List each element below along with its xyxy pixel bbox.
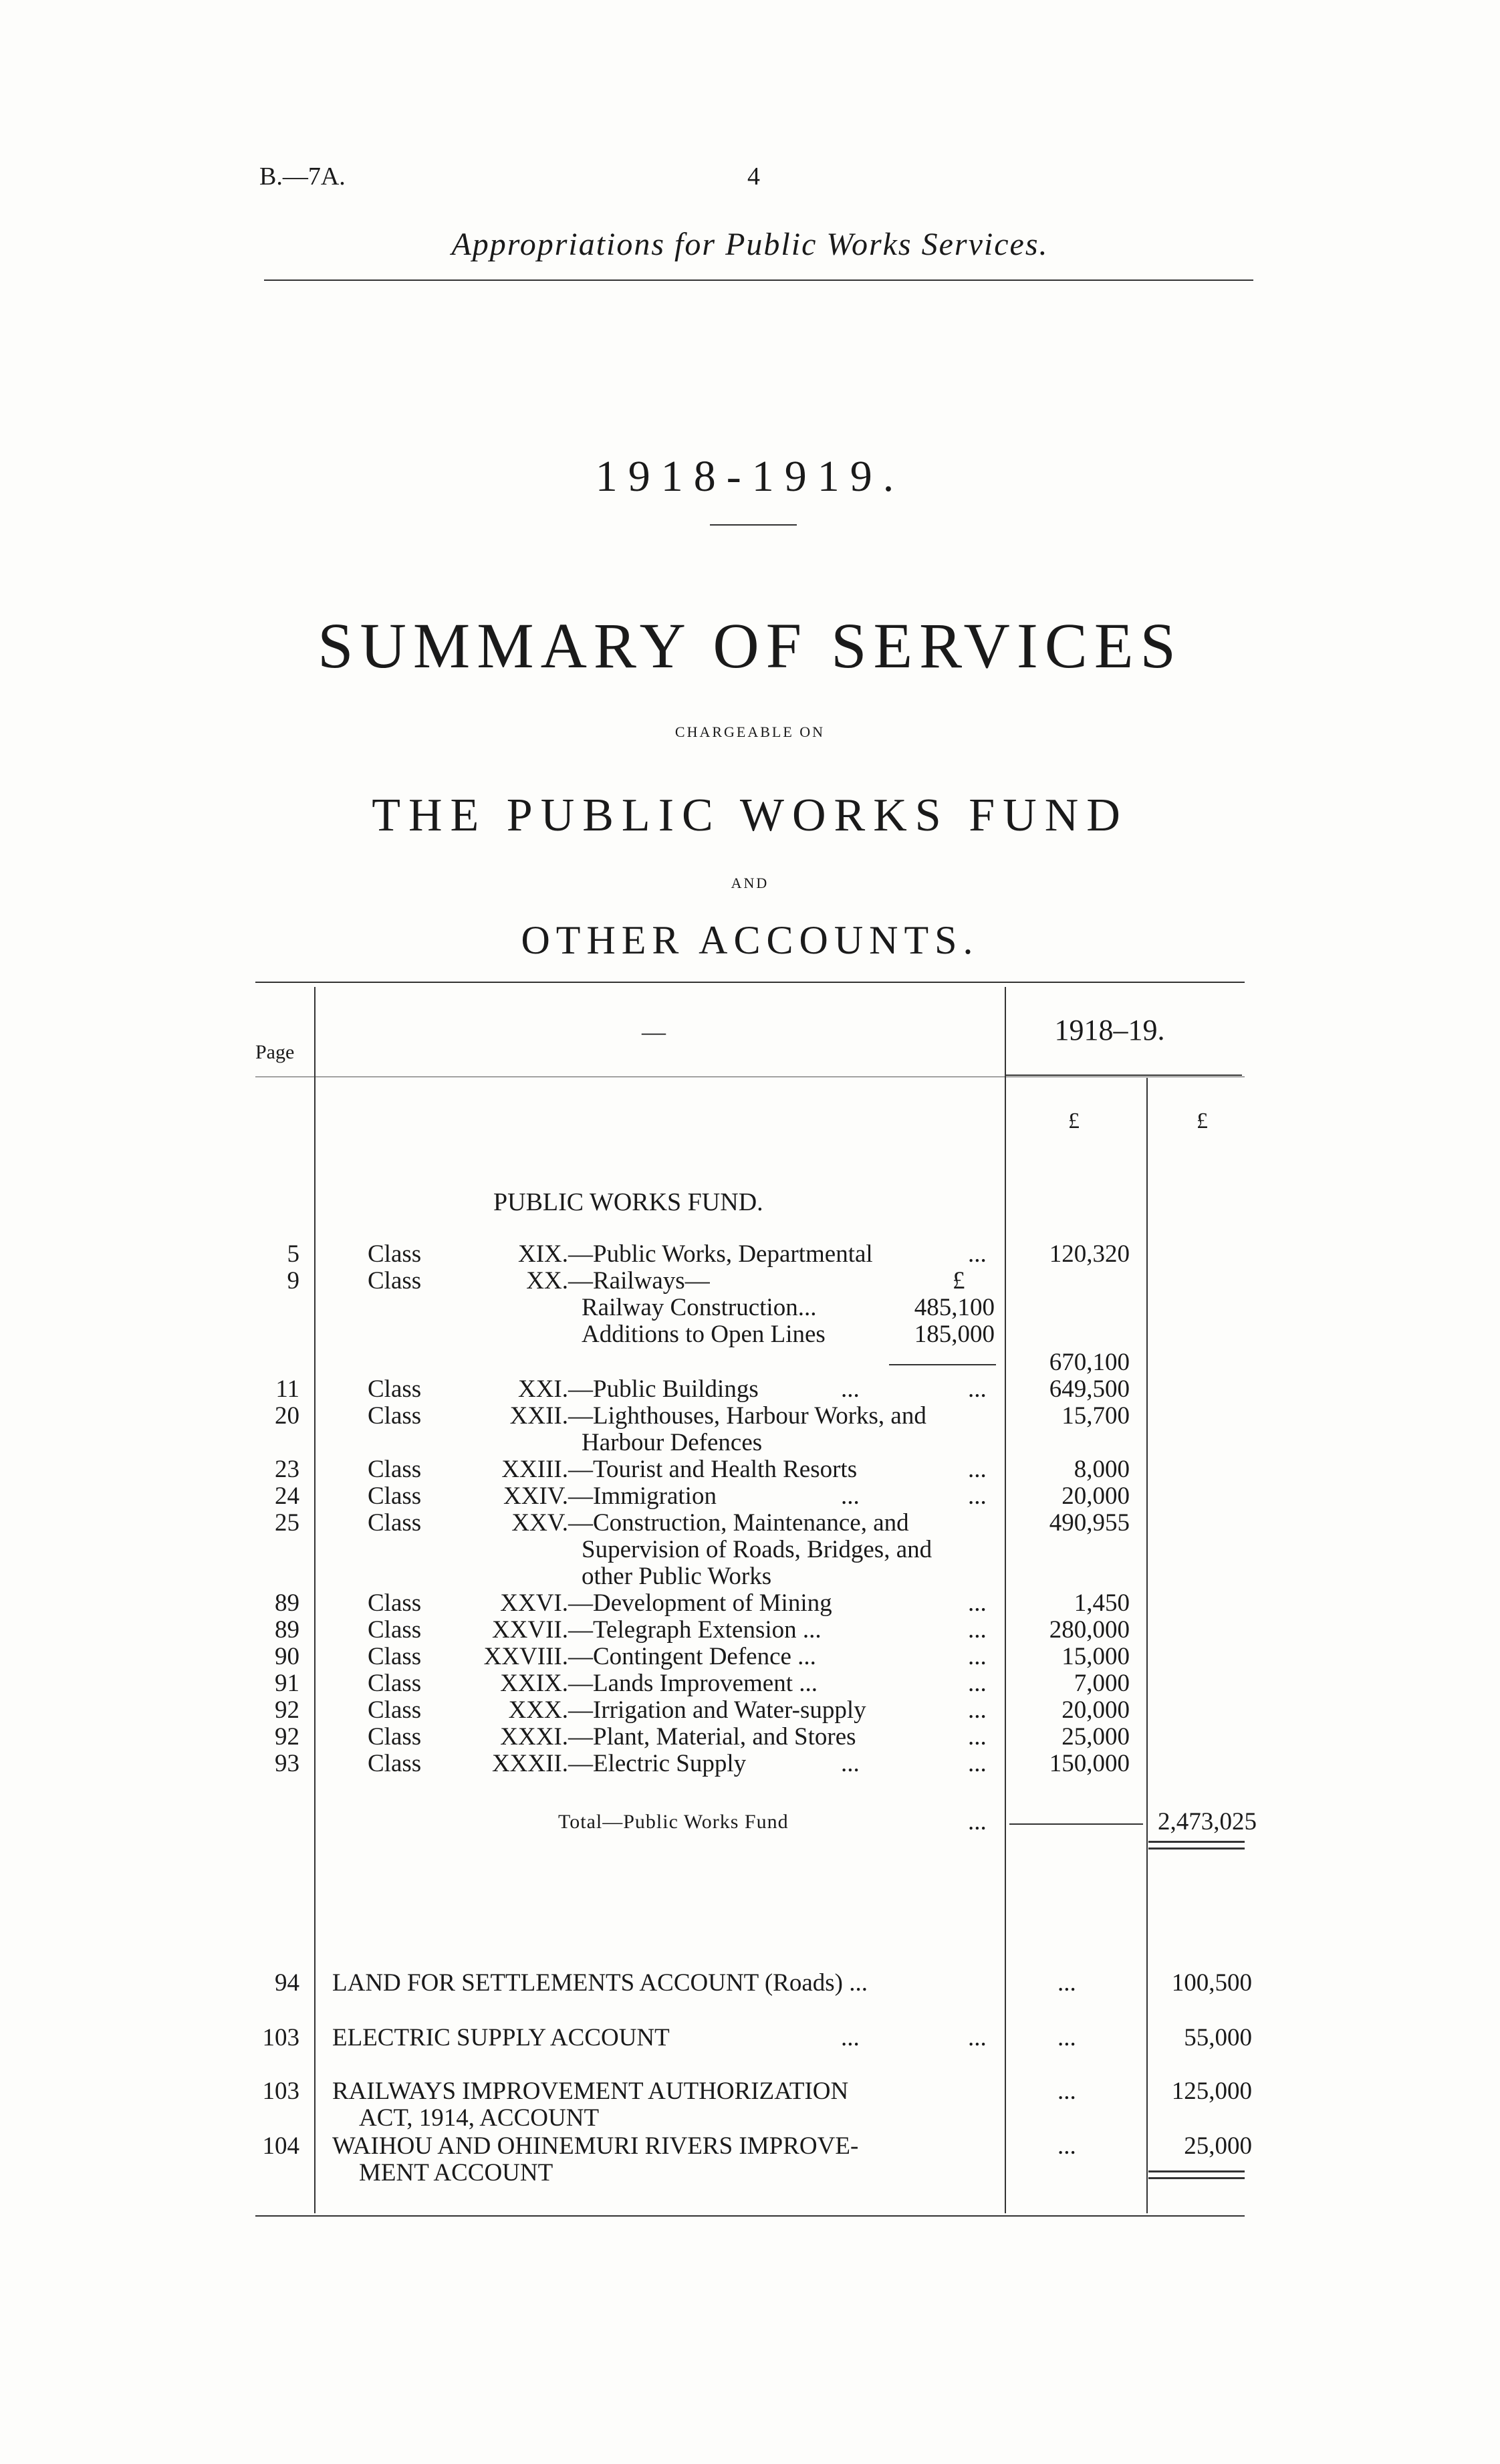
row-class-number: XX. [526, 1267, 568, 1295]
total-leaders: ... [968, 1808, 987, 1835]
account-leaders: ... [1057, 2132, 1076, 2160]
account-leaders: ... [1057, 2078, 1076, 2105]
fund-heading: THE PUBLIC WORKS FUND [372, 790, 1128, 841]
row-amount: 7,000 [1074, 1670, 1130, 1697]
row-description: —Public Buildings [568, 1375, 759, 1403]
row-class-number: XXV. [511, 1509, 568, 1537]
account-leaders: ... [1057, 2024, 1076, 2051]
row-amount: 8,000 [1074, 1456, 1130, 1483]
row-leaders: ... [841, 1375, 860, 1403]
section-heading: PUBLIC WORKS FUND. [493, 1188, 763, 1216]
description-column-header: — [642, 1018, 666, 1045]
chargeable-label: CHARGEABLE ON [674, 723, 826, 740]
row-page: 24 [275, 1482, 299, 1510]
running-title: Appropriations for Public Works Services. [451, 227, 1049, 262]
row-amount: 20,000 [1061, 1482, 1130, 1510]
account-name: WAIHOU AND OHINEMURI RIVERS IMPROVE- [332, 2132, 859, 2160]
row-description-continued: Supervision of Roads, Bridges, and [582, 1536, 932, 1563]
year-head-rule [1005, 1075, 1242, 1076]
row-amount: 15,000 [1061, 1643, 1130, 1670]
row-class-number: XXXI. [500, 1723, 568, 1751]
row-class-number: XXII. [509, 1402, 568, 1430]
accounts-double-rule [1148, 2177, 1245, 2179]
year-rule [710, 524, 797, 526]
row-class-number: XXVIII. [483, 1643, 568, 1670]
row-leaders: ... [968, 1750, 987, 1777]
row-leaders: ... [841, 1750, 860, 1777]
page-number: 4 [747, 162, 760, 191]
row-leaders: ... [968, 1375, 987, 1403]
account-amount: 25,000 [1184, 2132, 1252, 2160]
account-name: LAND FOR SETTLEMENTS ACCOUNT (Roads) ... [332, 1969, 868, 1997]
account-leaders: ... [968, 2024, 987, 2051]
row-leaders: ... [968, 1456, 987, 1483]
row-class: Class [368, 1670, 422, 1697]
sub-item-amount: 485,100 [914, 1294, 995, 1321]
row-amount: 649,500 [1049, 1375, 1130, 1403]
total-amount: 2,473,025 [1158, 1808, 1257, 1835]
row-leaders: ... [968, 1723, 987, 1751]
account-name-continued: ACT, 1914, ACCOUNT [359, 2104, 600, 2132]
row-page: 5 [287, 1240, 299, 1268]
row-class: Class [368, 1616, 422, 1644]
row-description: —Railways— [568, 1267, 710, 1295]
total-double-rule [1148, 1847, 1245, 1850]
row-class: Class [368, 1696, 422, 1724]
account-page: 103 [262, 2078, 299, 2105]
row-class: Class [368, 1482, 422, 1510]
row-page: 89 [275, 1589, 299, 1617]
account-name: ELECTRIC SUPPLY ACCOUNT [332, 2024, 670, 2051]
sub-item-amount: 185,000 [914, 1321, 995, 1348]
row-class: Class [368, 1509, 422, 1537]
sub-column-pound-sign: £ [953, 1267, 965, 1295]
row-class-number: XXIII. [501, 1456, 568, 1483]
row-description: —Public Works, Departmental [568, 1240, 873, 1268]
row-amount: 490,955 [1049, 1509, 1130, 1537]
row-description: —Immigration [568, 1482, 717, 1510]
row-leaders: ... [968, 1589, 987, 1617]
row-description: —Telegraph Extension ... [568, 1616, 822, 1644]
row-leaders: ... [968, 1696, 987, 1724]
pound-sign-header: £ [1197, 1109, 1208, 1133]
row-class-number: XXIX. [500, 1670, 568, 1697]
row-amount: 280,000 [1049, 1616, 1130, 1644]
row-leaders: ... [968, 1240, 987, 1268]
row-leaders: ... [968, 1643, 987, 1670]
row-description: —Tourist and Health Resorts [568, 1456, 858, 1483]
row-class: Class [368, 1643, 422, 1670]
row-class: Class [368, 1723, 422, 1751]
pound-sign-header: £ [1068, 1109, 1080, 1133]
row-amount: 20,000 [1061, 1696, 1130, 1724]
account-amount: 125,000 [1171, 2078, 1252, 2105]
table-bottom-rule [255, 2215, 1245, 2217]
row-description: —Lighthouses, Harbour Works, and [568, 1402, 926, 1430]
row-class: Class [368, 1750, 422, 1777]
account-page: 104 [262, 2132, 299, 2160]
row-amount: 120,320 [1049, 1240, 1130, 1268]
account-page: 103 [262, 2024, 299, 2051]
accounts-double-rule [1148, 2170, 1245, 2172]
row-class-number: XXVI. [500, 1589, 568, 1617]
row-class-number: XXI. [517, 1375, 568, 1403]
row-description: —Construction, Maintenance, and [568, 1509, 909, 1537]
page-column-header: Page [255, 1041, 295, 1063]
account-name: RAILWAYS IMPROVEMENT AUTHORIZATION [332, 2078, 849, 2105]
page-column-divider [314, 987, 316, 2213]
year-column-header: 1918–19. [1054, 1014, 1165, 1046]
row-page: 25 [275, 1509, 299, 1537]
row-amount: 15,700 [1061, 1402, 1130, 1430]
total-double-rule [1148, 1841, 1245, 1843]
row-description: —Contingent Defence ... [568, 1643, 816, 1670]
account-amount: 100,500 [1171, 1969, 1252, 1997]
row-page: 92 [275, 1723, 299, 1751]
row-class-number: XXVII. [491, 1616, 568, 1644]
row-description: —Plant, Material, and Stores [568, 1723, 856, 1751]
row-class-number: XXX. [508, 1696, 568, 1724]
and-label: AND [731, 875, 769, 891]
other-accounts-heading: OTHER ACCOUNTS. [521, 918, 979, 962]
row-leaders: ... [968, 1616, 987, 1644]
row-leaders: ... [968, 1482, 987, 1510]
row-page: 23 [275, 1456, 299, 1483]
row-class-number: XIX. [517, 1240, 568, 1268]
header-rule [264, 279, 1253, 281]
row-page: 11 [275, 1375, 299, 1403]
subtotal-rule [889, 1364, 996, 1365]
total-label: Total—Public Works Fund [558, 1811, 789, 1833]
summary-heading: SUMMARY OF SERVICES [318, 610, 1182, 681]
table-top-rule [255, 982, 1245, 983]
row-amount: 25,000 [1061, 1723, 1130, 1751]
row-class: Class [368, 1267, 422, 1295]
row-leaders: ... [841, 1482, 860, 1510]
amount-column-divider [1005, 987, 1006, 2213]
account-page: 94 [275, 1969, 299, 1997]
document-code: B.—7A. [259, 162, 346, 191]
row-description: —Lands Improvement ... [568, 1670, 818, 1697]
row-class: Class [368, 1375, 422, 1403]
row-class: Class [368, 1589, 422, 1617]
account-amount: 55,000 [1184, 2024, 1252, 2051]
row-page: 20 [275, 1402, 299, 1430]
row-page: 9 [287, 1267, 299, 1295]
row-description: —Irrigation and Water-supply [568, 1696, 866, 1724]
account-leaders: ... [841, 2024, 860, 2051]
account-leaders: ... [1057, 1969, 1076, 1997]
row-page: 91 [275, 1670, 299, 1697]
total-rule [1009, 1823, 1143, 1825]
row-page: 89 [275, 1616, 299, 1644]
account-name-continued: MENT ACCOUNT [359, 2159, 553, 2187]
row-leaders: ... [968, 1670, 987, 1697]
row-page: 93 [275, 1750, 299, 1777]
row-class-number: XXXII. [491, 1750, 568, 1777]
sub-item-label: Additions to Open Lines [582, 1321, 826, 1348]
year-heading: 1918-1919. [595, 452, 905, 501]
row-description-continued: other Public Works [582, 1563, 772, 1590]
row-amount: 150,000 [1049, 1750, 1130, 1777]
row-class: Class [368, 1240, 422, 1268]
row-class: Class [368, 1456, 422, 1483]
row-class-number: XXIV. [503, 1482, 568, 1510]
row-description-continued: Harbour Defences [582, 1429, 763, 1456]
row-amount: 1,450 [1074, 1589, 1130, 1617]
sub-item-label: Railway Construction... [582, 1294, 817, 1321]
row-amount: 670,100 [1049, 1349, 1130, 1376]
row-page: 90 [275, 1643, 299, 1670]
row-description: —Electric Supply [568, 1750, 747, 1777]
row-page: 92 [275, 1696, 299, 1724]
row-class: Class [368, 1402, 422, 1430]
row-description: —Development of Mining [568, 1589, 832, 1617]
